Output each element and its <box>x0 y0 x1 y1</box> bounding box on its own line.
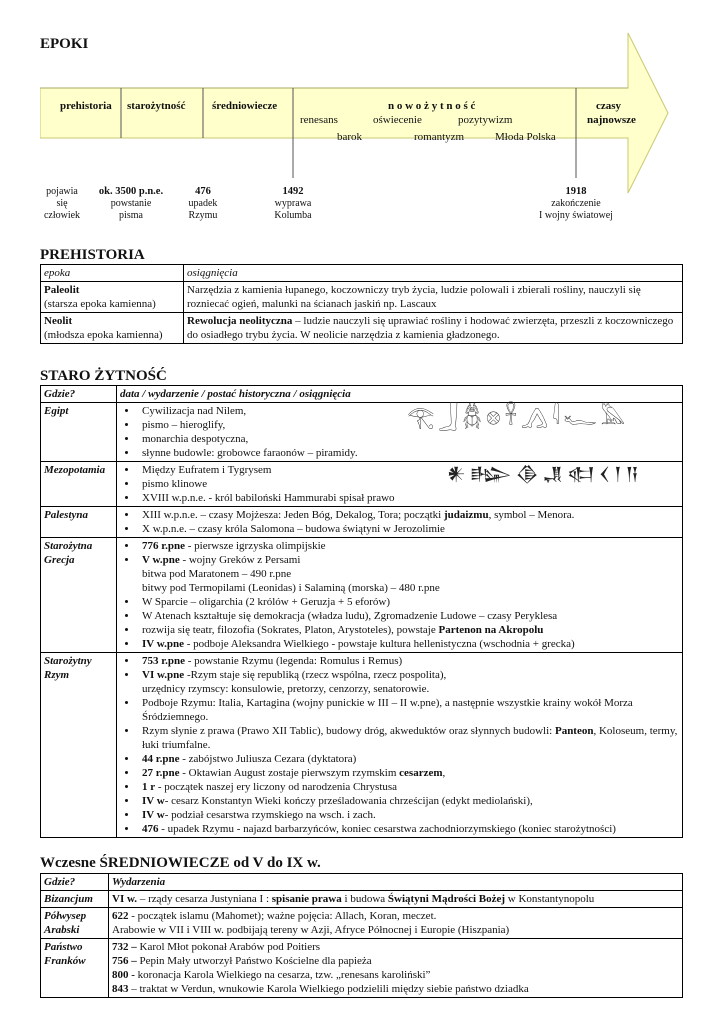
antiquity-title: STARO ŻYTNOŚĆ <box>40 368 167 384</box>
prehistory-title: PREHISTORIA <box>40 247 145 263</box>
date-476: 476 upadek Rzymu <box>188 186 218 221</box>
band-recent-2: najnowsze <box>587 114 636 126</box>
cuneiform-image: 𒀭𒈗𒆠𒂗𒊕𒌋𒁹𒀀 <box>447 464 643 485</box>
period-enlightenment: oświecenie <box>373 114 422 126</box>
period-baroque: barok <box>337 131 363 143</box>
period-renaissance: renesans <box>300 114 338 126</box>
table-row-mesopotamia: Mezopotamia • Między Eufratem i Tygrysem • pismo klinowe • XVIII w.p.n.e. - król babiloński Hammurabi spisał prawo 𒀭𒈗𒆠𒂗𒊕𒌋𒁹𒀀 <box>41 462 683 507</box>
period-young-poland: Młoda Polska <box>495 131 556 143</box>
band-prehistory: prehistoria <box>60 100 112 112</box>
table-row-greece: Starożytna Grecja • 776 r.pne - pierwsze igrzyska olimpijskie • V w.pne - wojny Greków z Persami bitwa pod Maratonem – 490 r.pne bitwy pod Termopilami (Leonidas) i Salaminą (morska) – 480 r.pne • W Sparcie – oligarchia (2 królów + Geruzja + 5 eforów) • W Atenach kształtuje się demokracja (władza ludu), Zgromadzenie Ludowe – czasy Peryklesa • rozwija się teatr, filozofia (Sokrates, Platon, Arystoteles), powstaje Partenon na Akropolu • IV w.pne - podboje Aleksandra Wielkiego - powstaje kultura hellenistyczna (wschodnia + grecka) <box>41 538 683 653</box>
date-writing: ok. 3500 p.n.e. powstanie pisma <box>98 186 164 221</box>
epochs-timeline <box>40 28 683 233</box>
date-1492: 1492 wyprawa Kolumba <box>274 186 312 221</box>
table-row-palestine: Palestyna • XIII w.p.n.e. – czasy Mojżesza: Jeden Bóg, Dekalog, Tora; początki judaizmu, symbol – Menora. • X w.p.n.e. – czasy króla Salomona – budowa świątyni w Jerozolimie <box>41 507 683 538</box>
table-header: Gdzie? Wydarzenia <box>41 874 683 891</box>
period-positivism: pozytywizm <box>458 114 513 126</box>
prehistory-table <box>40 264 683 344</box>
table-row-arabia: Półwysep Arabski 622 - początek islamu (Mahomet); ważne pojęcia: Allach, Koran, meczet. Arabowie w VII i VIII w. podbijają tereny w Azji, Afryce Północnej i Europie (Hiszpania) <box>41 908 683 939</box>
band-antiquity: starożytność <box>127 100 186 112</box>
egypt-list: • Cywilizacja nad Nilem, • pismo – hieroglify, • monarchia despotyczna, • słynne budowle: grobowce faraonów – piramidy. <box>120 404 679 460</box>
hieroglyphs-image: 𓂀𓃀𓆣𓊖𓋹𓂻𓇋𓆑𓅓 <box>407 405 630 430</box>
date-1918: 1918 zakończenie I wojny światowej <box>539 186 613 221</box>
table-row: Paleolit (starsza epoka kamienna) Narzędzia z kamienia łupanego, koczowniczy tryb życia, ludzie polowali i zbierali rośliny, nauczyli się rozniecać ogień, malunki na ścianach jaskiń np. Lascaux <box>41 282 683 313</box>
epochs-title: EPOKI <box>40 36 89 52</box>
middle-ages-table <box>40 873 683 998</box>
date-human: pojawia się człowiek <box>43 186 81 221</box>
table-row-egypt: Egipt • Cywilizacja nad Nilem, • pismo – hieroglify, • monarchia despotyczna, • słynne budowle: grobowce faraonów – piramidy. 𓂀𓃀𓆣𓊖𓋹𓂻𓇋𓆑𓅓 <box>41 403 683 462</box>
table-row: Neolit (młodsza epoka kamienna) Rewolucja neolityczna – ludzie nauczyli się uprawiać rośliny i hodować zwierzęta, przeszli z koczowniczego do osiadłego trybu życia. W neolicie narzędzia z kamienia gładzonego. <box>41 313 683 344</box>
period-romanticism: romantyzm <box>414 131 465 143</box>
table-row-byzantium: Bizancjum VI w. – rządy cesarza Justyniana I : spisanie prawa i budowa Świątyni Mądrości Bożej w Konstantynopolu <box>41 891 683 908</box>
table-header: Gdzie? data / wydarzenie / postać historyczna / osiągnięcia <box>41 386 683 403</box>
table-header: epoka osiągnięcia <box>41 265 683 282</box>
antiquity-table <box>40 385 683 838</box>
band-middle-ages: średniowiecze <box>212 100 278 112</box>
table-row-franks: Państwo Franków 732 – Karol Młot pokonał Arabów pod Poitiers 756 – Pepin Mały utworzył Państwo Kościelne dla papieża 800 - koronacja Karola Wielkiego na cesarza, tzw. „renesans karoliński” 843 – traktat w Verdun, wnukowie Karola Wielkiego podzielili między siebie państwo dziadka <box>41 939 683 998</box>
table-row-rome: Starożytny Rzym • 753 r.pne - powstanie Rzymu (legenda: Romulus i Remus) • VI w.pne -Rzym staje się republiką (rzecz wspólna, rzecz pospolita), urzędnicy rzymscy: konsulowie, pretorzy, cenzorzy, senatorowie. • Podboje Rzymu: Italia, Kartagina (wojny punickie w III – II w.pne), a następnie wszystkie krainy wokół Morza Śródziemnego. • Rzym słynie z prawa (Prawo XII Tablic), budowy dróg, akweduktów oraz słynnych budowli: Panteon, Koloseum, termy, łuki triumfalne. • 44 r.pne - zabójstwo Juliusza Cezara (dyktatora) • 27 r.pne - Oktawian August zostaje pierwszym rzymskim cesarzem, • 1 r - początek naszej ery liczony od narodzenia Chrystusa • IV w- cesarz Konstantyn Wieki kończy prześladowania chrześcijan (edykt mediolański), • IV w- podział cesarstwa rzymskiego na wsch. i zach. • 476 - upadek Rzymu - najazd barbarzyńców, koniec cesarstwa zachodniorzymskiego (koniec starożytności) <box>41 653 683 838</box>
middle-ages-title: Wczesne ŚREDNIOWIECZE od V do IX w. <box>40 855 321 871</box>
band-recent-1: czasy <box>596 100 622 112</box>
mesopotamia-list: • Między Eufratem i Tygrysem • pismo klinowe • XVIII w.p.n.e. - król babiloński Hammurabi spisał prawo <box>120 463 679 505</box>
band-modern: n o w o ż y t n o ś ć <box>388 100 476 112</box>
